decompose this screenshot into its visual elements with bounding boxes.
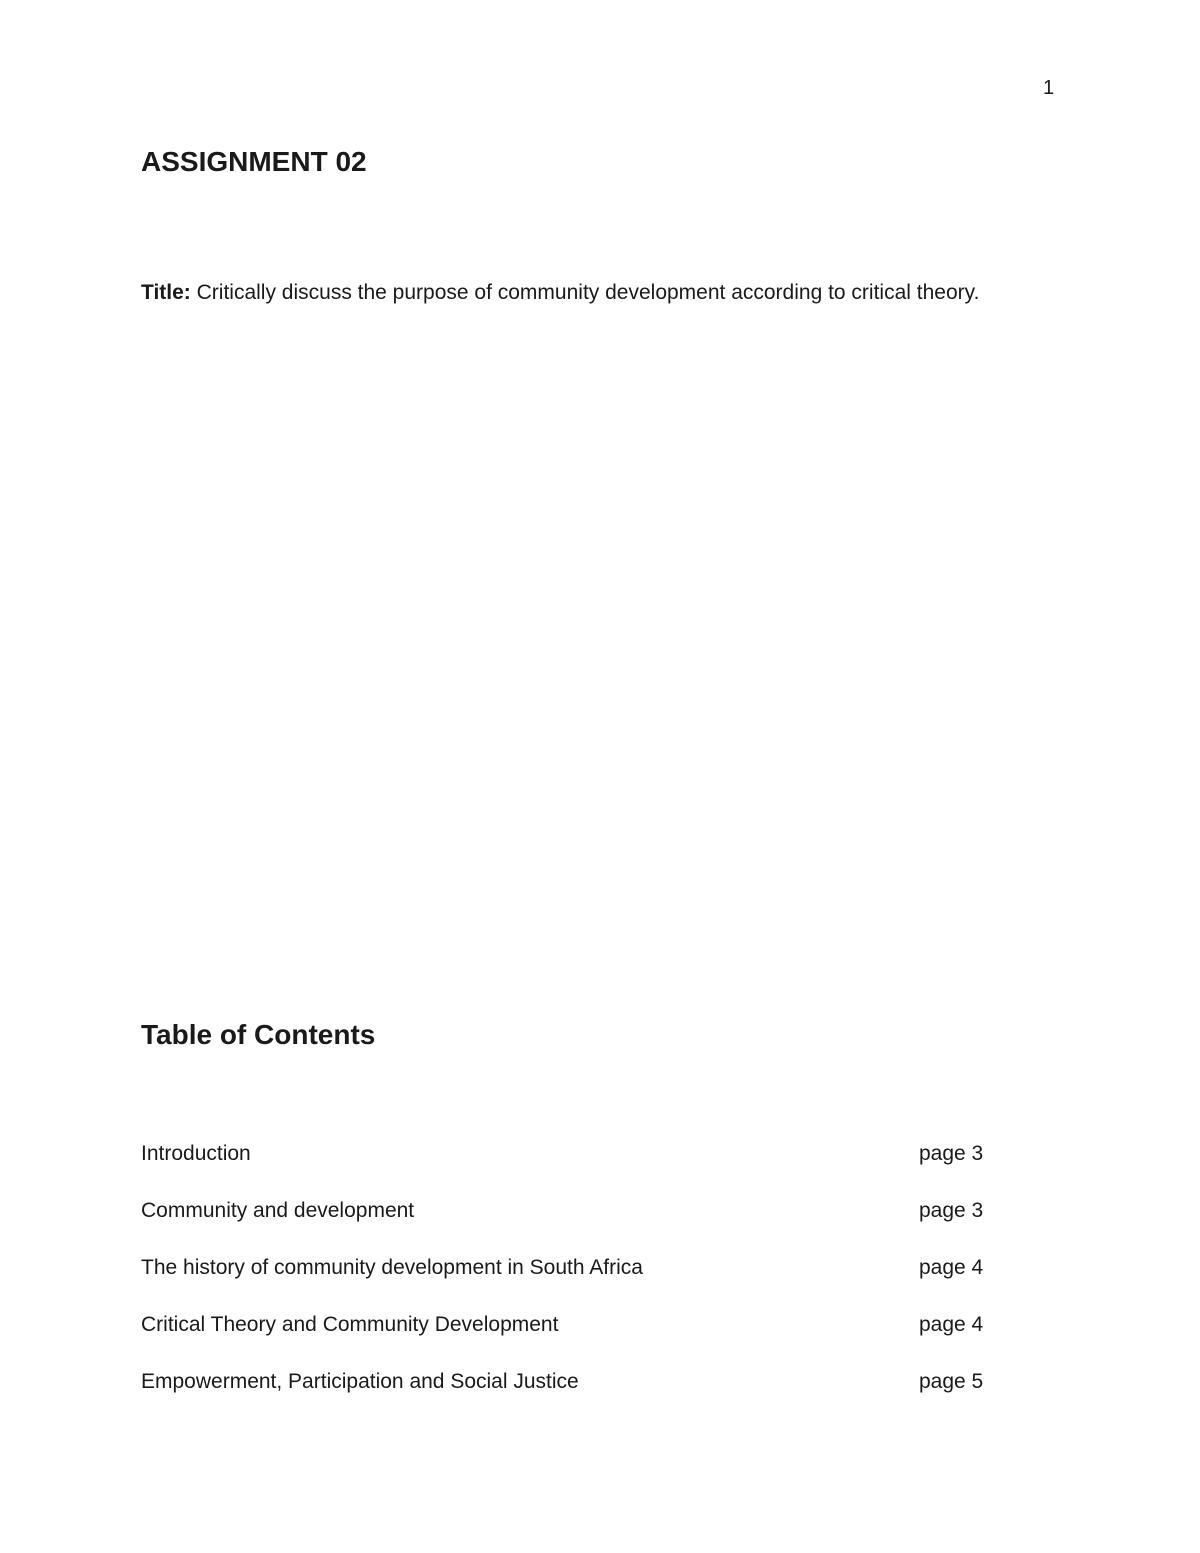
toc-entry [141,1251,1001,1308]
toc-entry-label: The history of community development in South Africa [141,1256,643,1279]
page-number: 1 [1043,77,1055,99]
title-label: Title: [141,281,191,304]
assignment-heading: ASSIGNMENT 02 [141,146,367,177]
toc-entry-label: Empowerment, Participation and Social Justice [141,1370,579,1393]
toc-entry-page: page 4 [919,1313,984,1336]
assignment-title [141,272,1021,314]
toc-entry [141,1194,1001,1251]
title-text: Critically discuss the purpose of community development according to critical theory. [190,281,980,304]
toc-heading: Table of Contents [141,1019,376,1050]
toc-entry-page: page 4 [919,1256,984,1279]
table-of-contents [141,1137,1001,1422]
toc-entry-page: page 3 [919,1199,984,1222]
toc-entry [141,1137,1001,1194]
toc-entry-label: Introduction [141,1142,251,1165]
toc-entry [141,1365,1001,1422]
toc-entry-page: page 3 [919,1142,984,1165]
toc-entry-label: Community and development [141,1199,415,1222]
toc-entry-page: page 5 [919,1370,984,1393]
toc-entry-label: Critical Theory and Community Development [141,1313,559,1336]
toc-entry [141,1308,1001,1365]
